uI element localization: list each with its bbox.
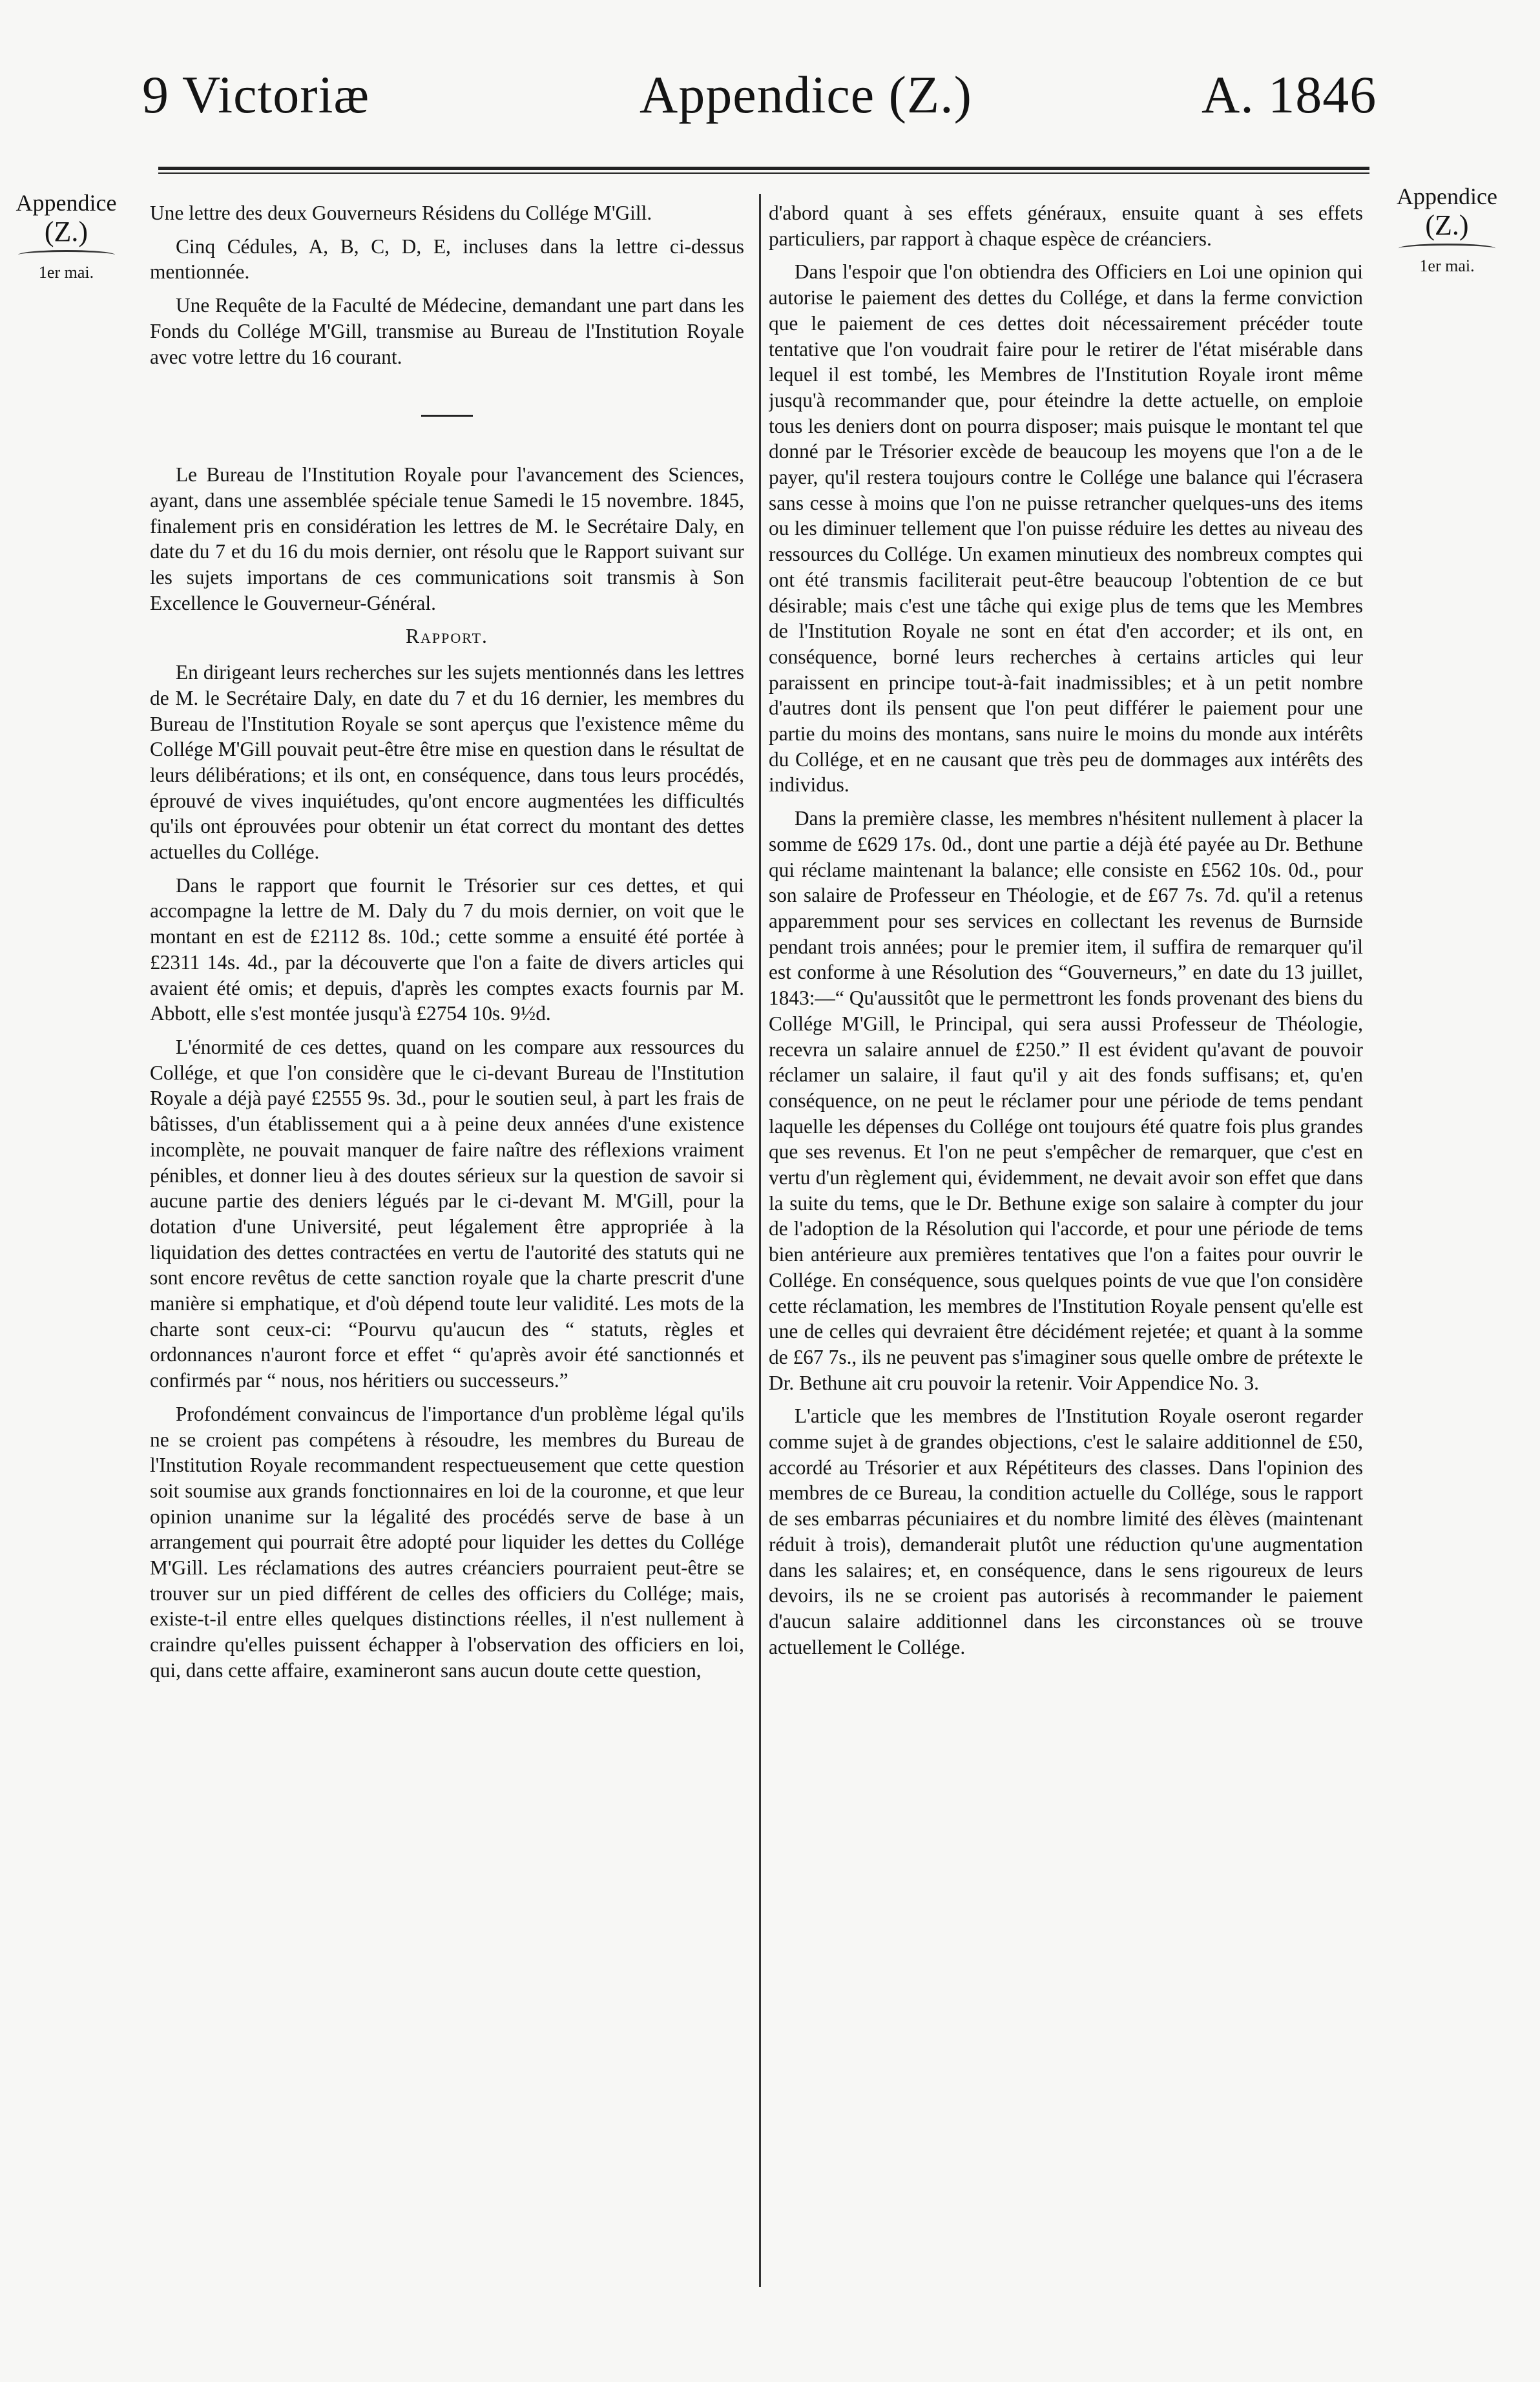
margin-brace: [1399, 244, 1495, 253]
paragraph: L'article que les membres de l'Institution Royale oseront regarder comme sujet à de grandes objections, c'est le salaire additionnel de £50, accordé au Trésorier et aux Répétiteurs des classes. Dans l'opinion des membres de ce Bureau, la condition actuelle du Collége, sous le rapport de ses embarras pécuniaires et du nombre limité des élèves (maintenant réduit à trois), demanderait plutôt une réduction qu'une augmentation dans les salaires; et, en conséquence, dans le sens rigoureux de leurs devoirs, ils ne se croient pas autorisés à recommander le paiement d'aucun salaire additionnel dans les circonstances où se trouve actuellement le Collége.: [769, 1405, 1363, 1658]
right-column: [769, 200, 1363, 2293]
paragraph: Profondément convaincus de l'importance d'un problème légal qu'ils ne se croient pas compétens à résoudre, les membres du Bureau de l'Institution Royale recommandent respectueusement que cette question soit soumise aux grands fonctionnaires en loi de la couronne, et que leur opinion unanime sur la légalité des procédés serve de base à un arrangement qui pourrait être adopté pour liquider les dettes du Collége M'Gill. Les réclamations des autres créanciers pourraient peut-être se trouver sur un pied différent de celles des officiers du Collége; mais, existe-t-il entre elles quelques distinctions réelles, il n'est nullement à craindre qu'elles puissent échapper à l'observation des officiers en loi, qui, dans cette affaire, examineront sans aucun doute cette question,: [150, 1402, 744, 1682]
paragraph: Dans l'espoir que l'on obtiendra des Officiers en Loi une opinion qui autorise le paiement des dettes du Collége, et dans la ferme conviction que le paiement de ces dettes doit nécessairement précéder toute tentative que l'on voudrait faire pour le retirer de l'état misérable dans lequel il est tombé, les Membres de l'Institution Royale iront même jusqu'à recommander que, pour éteindre la dette actuelle, on emploie tous les deniers dont on pourra disposer; mais puisque le montant tel que donné par le Trésorier excède de beaucoup les moyens que l'on a de le payer, qu'il restera toujours contre le Collége une balance qui l'écrasera sans cesse à moins que l'on ne puisse retrancher quelques-uns des items ou les diminuer tellement que l'on puisse réduire les dettes au niveau des ressources du Collége. Un examen minutieux des nombreux comptes qui ont été transmis faciliterait peut-être beaucoup l'obtention de ce but désirable; mais c'est une tâche qui exige plus de tems que les Membres de l'Institution Royale ne sont en état d'en accorder; et ils ont, en conséquence, borné leurs recherches à certains articles qui leur paraissent en principe tout-à-fait inadmissibles; et à un petit nombre d'autres dont ils pensent que l'on peut différer le paiement pour une partie du moins des montans, sans nuire le moins du monde aux intérêts du Collége, et en ne causant que très peu de dommages aux intérêts des individus.: [769, 260, 1363, 797]
header-session: 9 Victoriæ: [142, 65, 370, 124]
left-margin-note: [6, 191, 126, 282]
paragraph: En dirigeant leurs recherches sur les sujets mentionnés dans les lettres de M. le Secrétaire Daly, en date du 7 et du 16 dernier, les membres du Bureau de l'Institution Royale se sont aperçus que l'existence même du Collége M'Gill pouvait peut-être être mise en question dans le résultat de leurs délibérations; et ils ont, en conséquence, dans tous leurs procédés, éprouvé de vives inquiétudes, qu'ont encore augmentées les difficultés qu'ils ont éprouvées pour obtenir un état correct du montant des dettes actuelles du Collége.: [150, 661, 744, 864]
paragraph: Une Requête de la Faculté de Médecine, demandant une part dans les Fonds du Collége M'Gill, transmise au Bureau de l'Institution Royale avec votre lettre du 16 courant.: [150, 294, 744, 368]
left-column: [150, 200, 744, 2293]
margin-letter: (Z.): [44, 215, 88, 247]
margin-brace: [18, 250, 115, 260]
section-heading: Rapport.: [406, 625, 488, 648]
page-header: [0, 65, 1540, 136]
right-margin-note: [1382, 184, 1512, 276]
paragraph: Dans la première classe, les membres n'hésitent nullement à placer la somme de £629 17s. 0d., dont une partie a déjà été payée au Dr. Bethune qui réclame maintenant la balance; elle consiste en £562 10s. 0d., pour son salaire de Professeur en Théologie, et de £67 7s. 7d. qu'il a retenus apparemment pour ses services en collectant les revenus de Burnside pendant trois années; pour le premier item, il suffira de remarquer qu'il est conforme à une Résolution des “Gouverneurs,” en date du 13 juillet, 1843:—“ Qu'aussitôt que le permettront les fonds provenant des biens du Collége M'Gill, le Principal, qui sera aussi Professeur de Théologie, recevra un salaire annuel de £250.” Il est évident qu'avant de pouvoir réclamer un salaire, il faut qu'il y ait des fonds suffisans; et, qu'en conséquence, on ne peut le réclamer pour une période de tems pendant laquelle les dépenses du Collége ont toujours été quatre fois plus grandes que ses revenus. Et l'on ne peut s'empêcher de remarquer, que c'est en vertu d'un règlement qui, évidemment, ne devait avoir son effet que dans la suite du tems, que le Dr. Bethune exige son salaire à compter du jour de l'adoption de la Résolution qui l'accorde, et pour une période de tems bien antérieure aux premières tentatives que l'on a faites pour ouvrir le Collége. En conséquence, sous quelques points de vue que l'on considère cette réclamation, les membres de l'Institution Royale pensent qu'elle est une de celles qui devraient être décidément rejetée; et quant à la somme de £67 7s., ils ne peuvent pas s'imaginer sous quelle ombre de prétexte le Dr. Bethune ait cru pouvoir la retenir. Voir Appendice No. 3.: [769, 807, 1363, 1394]
margin-letter: (Z.): [1425, 209, 1469, 241]
paragraph: d'abord quant à ses effets généraux, ensuite quant à ses effets particuliers, par rapport à chaque espèce de créanciers.: [769, 202, 1363, 250]
header-year: A. 1846: [1202, 65, 1377, 124]
section-separator: [421, 415, 473, 417]
margin-label: Appendice: [1397, 183, 1497, 209]
header-rule: [158, 167, 1369, 174]
paragraph: Cinq Cédules, A, B, C, D, E, incluses dans la lettre ci-dessus mentionnée.: [150, 235, 744, 284]
header-title: Appendice (Z.): [640, 65, 972, 124]
margin-label: Appendice: [16, 190, 117, 216]
paragraph: Dans le rapport que fournit le Trésorier sur ces dettes, et qui accompagne la lettre de M. Daly du 7 du mois dernier, on voit que le montant en est de £2112 8s. 10d.; cette somme a ensuité été portée à £2311 14s. 4d., par la découverte que l'on a faite de divers articles qui avaient été omis; et depuis, d'après les comptes exacts fournis par M. Abbott, elle s'est montée jusqu'à £2754 10s. 9½d.: [150, 873, 744, 1025]
margin-date: 1er mai.: [1419, 256, 1475, 275]
column-divider: [759, 194, 761, 2287]
paragraph: Le Bureau de l'Institution Royale pour l'avancement des Sciences, ayant, dans une assemblée spéciale tenue Samedi le 15 novembre. 1845, finalement pris en considération les lettres de M. le Secrétaire Daly, en date du 7 et du 16 du mois dernier, ont résolu que le Rapport suivant sur les sujets importans de ces communications soit transmis à Son Excellence le Gouverneur-Général.: [150, 463, 744, 614]
paragraph: L'énormité de ces dettes, quand on les compare aux ressources du Collége, et que l'on considère que le ci-devant Bureau de l'Institution Royale a déjà payé £2555 9s. 3d., pour le soutien seul, à part les frais de bâtisses, d'un établissement qui a à peine deux années d'une existence incomplète, ne pouvait manquer de faire naître des réflexions vraiment pénibles, et donner lieu à des doutes sérieux sur la question de savoir si aucune partie des deniers légués par le ci-devant M. M'Gill, pour la dotation d'une Université, peut légalement être appropriée à la liquidation des dettes contractées en vertu de l'autorité des statuts qui ne sont encore revêtus de cette sanction royale que la charte prescrit d'une manière si emphatique, et d'où dépend toute leur validité. Les mots de la charte sont ceux-ci: “Pourvu qu'aucun des “ statuts, règles et ordonnances n'auront force et effet “ qu'après avoir été sanctionnés et confirmés par “ nous, nos héritiers ou successeurs.”: [150, 1035, 744, 1392]
paragraph: Une lettre des deux Gouverneurs Résidens du Collége M'Gill.: [150, 202, 652, 224]
margin-date: 1er mai.: [38, 262, 94, 282]
